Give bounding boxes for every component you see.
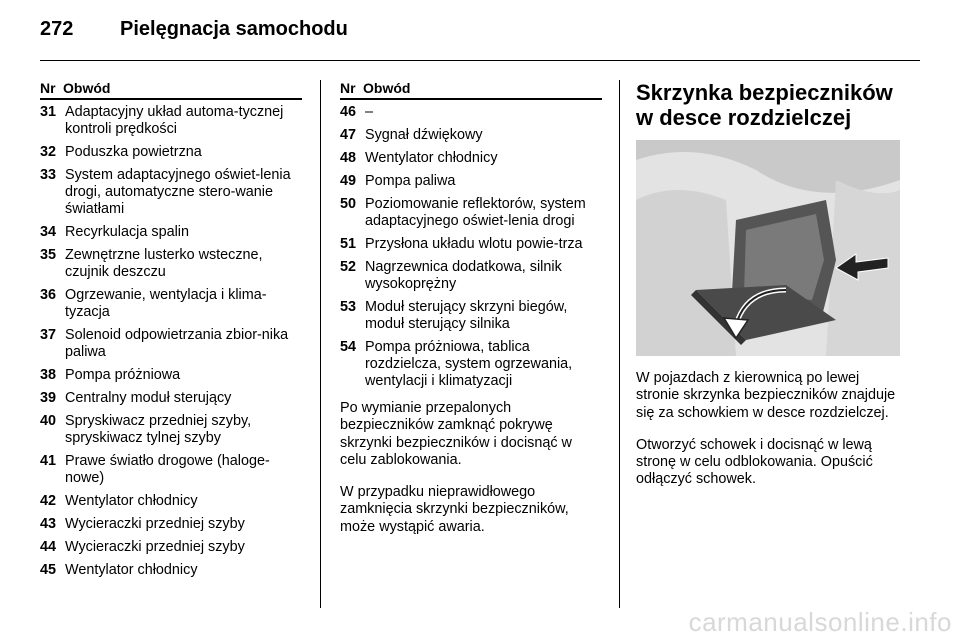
fuse-number: 43: [40, 516, 57, 532]
circuit-name: Sygnał dźwiękowy: [365, 127, 483, 143]
circuit-name: Recyrkulacja spalin: [65, 224, 189, 240]
circuit-name: Pompa próżniowa, tablica rozdzielcza, system ogrzewania, wentylacji i klimatyzacji: [365, 339, 573, 389]
table-row: [40, 493, 302, 510]
instrument-panel-section: [636, 80, 904, 503]
header-rule: [40, 60, 920, 61]
table-row: [340, 259, 602, 293]
circuit-name: Adaptacyjny układ automa-tycznej kontroli prędkości: [65, 104, 284, 137]
fuse-number: 50: [340, 196, 357, 212]
circuit-name: Moduł sterujący skrzyni biegów, moduł sterujący silnika: [365, 299, 568, 332]
circuit-name: Wycieraczki przedniej szyby: [65, 516, 245, 532]
circuit-name: Wentylator chłodnicy: [65, 493, 198, 509]
circuit-name: Pompa próżniowa: [65, 367, 181, 383]
circuit-name: Wentylator chłodnicy: [65, 562, 198, 578]
fuse-number: 51: [340, 236, 357, 252]
fuse-number: 52: [340, 259, 357, 275]
fuse-number: 45: [40, 562, 57, 578]
fuse-number: 48: [340, 150, 357, 166]
column-divider: [320, 80, 321, 608]
circuit-name: Pompa paliwa: [365, 173, 456, 189]
table-row: [40, 167, 302, 218]
table-row: [40, 453, 302, 487]
table-row: [40, 104, 302, 138]
page-title: Pielęgnacja samochodu: [120, 18, 348, 40]
table-row: [40, 562, 302, 579]
table-row: [40, 327, 302, 361]
paragraph: W pojazdach z kierownicą po lewej stronie skrzynka bezpieczników znajduje się za schowkiem w desce rozdzielczej.: [636, 370, 896, 421]
fuse-number: 41: [40, 453, 57, 469]
table-row: [40, 287, 302, 321]
section-title: Skrzynka bezpieczników w desce rozdzielczej: [636, 80, 893, 130]
table-row: [340, 150, 602, 167]
fuse-number: 53: [340, 299, 357, 315]
circuit-name: Wentylator chłodnicy: [365, 150, 498, 166]
circuit-name: System adaptacyjnego oświet-lenia drogi, automatyczne stero-wanie światłami: [65, 167, 291, 217]
fuse-number: 46: [340, 104, 357, 120]
table-row: [40, 390, 302, 407]
circuit-name: Ogrzewanie, wentylacja i klima-tyzacja: [65, 287, 267, 320]
paragraph: Otworzyć schowek i docisnąć w lewą stronę w celu odblokowania. Opuścić odłączyć schowek.: [636, 436, 873, 488]
fuse-number: 37: [40, 327, 57, 343]
col-header-circuit: Obwód: [363, 80, 411, 96]
fuse-number: 47: [340, 127, 357, 143]
fuse-number: 40: [40, 413, 57, 429]
col-header-circuit: Obwód: [63, 80, 111, 96]
fuse-number: 35: [40, 247, 57, 263]
fuse-number: 38: [40, 367, 57, 383]
page-header: [40, 12, 920, 62]
fuse-number: 39: [40, 390, 57, 406]
col-header-nr: Nr: [40, 80, 56, 96]
table-row: [340, 104, 602, 121]
fuse-number: 44: [40, 539, 57, 555]
table-row: [40, 367, 302, 384]
table-row: [40, 247, 302, 281]
table-header: [340, 80, 602, 100]
circuit-name: Spryskiwacz przedniej szyby, spryskiwacz tylnej szyby: [65, 413, 252, 446]
table-header: [40, 80, 302, 100]
fuse-box-photo: [636, 140, 900, 356]
fuse-number: 32: [40, 144, 57, 160]
table-row: [340, 173, 602, 190]
table-row: [40, 224, 302, 241]
fuse-number: 31: [40, 104, 57, 120]
table-row: [340, 339, 602, 390]
fuse-number: 54: [340, 339, 357, 355]
fuse-table-left: [40, 80, 302, 585]
fuse-table-right: [340, 80, 602, 551]
fuse-number: 36: [40, 287, 57, 303]
watermark: carmanualsonline.info: [688, 607, 952, 637]
table-row: [340, 236, 602, 253]
table-row: [40, 144, 302, 161]
circuit-name: Prawe światło drogowe (haloge-nowe): [65, 453, 270, 486]
fuse-number: 42: [40, 493, 57, 509]
paragraph: Po wymianie przepalonych bezpieczników zamknąć pokrywę skrzynki bezpieczników i docisnąć w celu zablokowania.: [340, 400, 572, 469]
table-body: [340, 104, 602, 390]
table-row: [40, 516, 302, 533]
circuit-name: Poduszka powietrzna: [65, 144, 202, 160]
table-row: [40, 539, 302, 556]
page-number: 272: [40, 18, 74, 40]
paragraph: W przypadku nieprawidłowego zamknięcia skrzynki bezpieczników, może wystąpić awaria.: [340, 484, 569, 535]
circuit-name: Solenoid odpowietrzania zbior-nika paliwa: [65, 327, 289, 360]
column-divider: [619, 80, 620, 608]
fuse-number: 34: [40, 224, 57, 240]
table-row: [340, 299, 602, 333]
circuit-name: Zewnętrzne lusterko wsteczne, czujnik deszczu: [65, 247, 263, 280]
circuit-name: Przysłona układu wlotu powie-trza: [365, 236, 583, 252]
circuit-name: Centralny moduł sterujący: [65, 390, 232, 406]
fuse-number: 33: [40, 167, 57, 183]
table-row: [40, 413, 302, 447]
table-body: [40, 104, 302, 579]
circuit-name: Nagrzewnica dodatkowa, silnik wysokoprężny: [365, 259, 562, 292]
table-row: [340, 196, 602, 230]
circuit-name: Wycieraczki przedniej szyby: [65, 539, 245, 555]
table-row: [340, 127, 602, 144]
circuit-name: –: [365, 104, 374, 120]
circuit-name: Poziomowanie reflektorów, system adaptacyjnego oświet-lenia drogi: [365, 196, 586, 229]
col-header-nr: Nr: [340, 80, 356, 96]
fuse-number: 49: [340, 173, 357, 189]
